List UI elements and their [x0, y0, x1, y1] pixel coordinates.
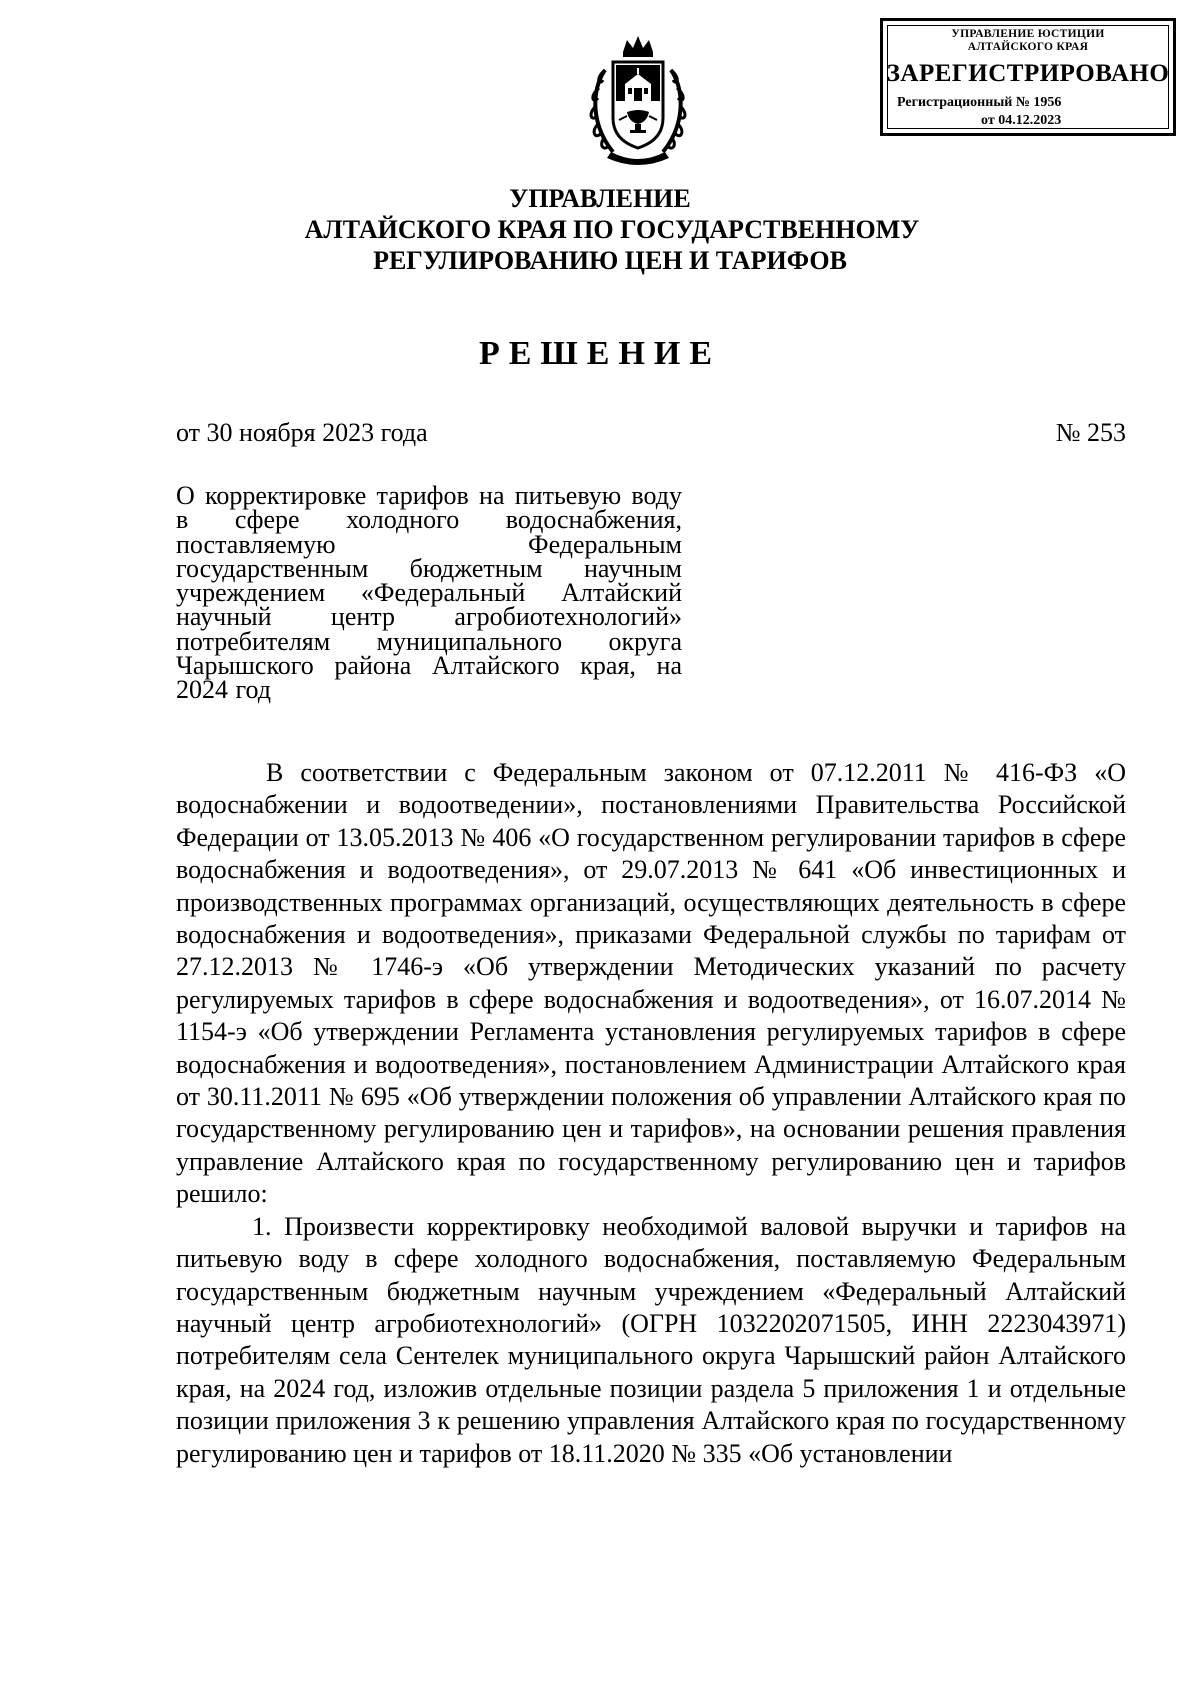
document-title: РЕШЕНИЕ: [478, 335, 722, 372]
stamp-authority-line1: УПРАВЛЕНИЕ ЮСТИЦИИ: [951, 28, 1105, 40]
header-line2: АЛТАЙСКОГО КРАЯ ПО ГОСУДАРСТВЕННОМУ: [304, 215, 920, 244]
registration-stamp: [880, 18, 1176, 136]
stamp-status: ЗАРЕГИСТРИРОВАНО: [886, 60, 1170, 87]
stamp-reg-number: Регистрационный № 1956: [897, 95, 1062, 110]
body-paragraph-1: В соответствии с Федеральным законом от 07.12.2011 № 416-ФЗ «О водоснабжении и водоотведении», постановлениями Правительства Российской Федерации от 13.05.2013 № 406 «О государственном регулировании тарифов в сфере водоснабжения и водоотведения», от 29.07.2013 № 641 «Об инвестиционных и производственных программах организаций, осуществляющих деятельность в сфере водоснабжения и водоотведения», приказами Федеральной службы по тарифам от 27.12.2013 № 1746-э «Об утверждении Методических указаний по расчету регулируемых тарифов в сфере водоснабжения и водоотведения», от 16.07.2014 № 1154-э «Об утверждении Регламента установления регулируемых тарифов в сфере водоснабжения и водоотведения», постановлением Администрации Алтайского края от 30.11.2011 № 695 «Об утверждении положения об управлении Алтайского края по государственному регулированию цен и тарифов», на основании решения правления управление Алтайского края по государственному регулированию цен и тарифов решило:: [176, 758, 1126, 1209]
stamp-authority-line2: АЛТАЙСКОГО КРАЯ: [967, 41, 1089, 53]
header-line1: УПРАВЛЕНИЕ: [509, 184, 691, 213]
stamp-reg-date: от 04.12.2023: [981, 113, 1062, 128]
body-paragraph-2: 1. Произвести корректировку необходимой валовой выручки и тарифов на питьевую воду в сфере холодного водоснабжения, поставляемую Федеральным государственным бюджетным научным учреждением «Федеральный Алтайский научный центр агробиотехнологий» (ОГРН 1032202071505, ИНН 2223043971) потребителям села Сентелек муниципального округа Чарышский район Алтайского края, на 2024 год, изложив отдельные позиции раздела 5 приложения 1 и отдельные позиции приложения 3 к решению управления Алтайского края по государственному регулированию цен и тарифов от 18.11.2020 № 335 «Об установлении: [176, 1211, 1126, 1468]
document-date: от 30 ноября 2023 года: [176, 418, 428, 447]
header-line3: РЕГУЛИРОВАНИЮ ЦЕН И ТАРИФОВ: [373, 246, 847, 275]
document-body: [176, 757, 1126, 1470]
coat-of-arms-icon: [583, 30, 693, 170]
document-subject: О корректировке тарифов на питьевую воду в сфере холодного водоснабжения, поставляемую Федеральным государственным бюджетным научным учреждением «Федеральный Алтайский научный центр агробиотехнологий» потребителям муниципального округа Чарышского района Алтайского края, на 2024 год: [176, 481, 682, 705]
document-number: № 253: [1055, 418, 1126, 447]
